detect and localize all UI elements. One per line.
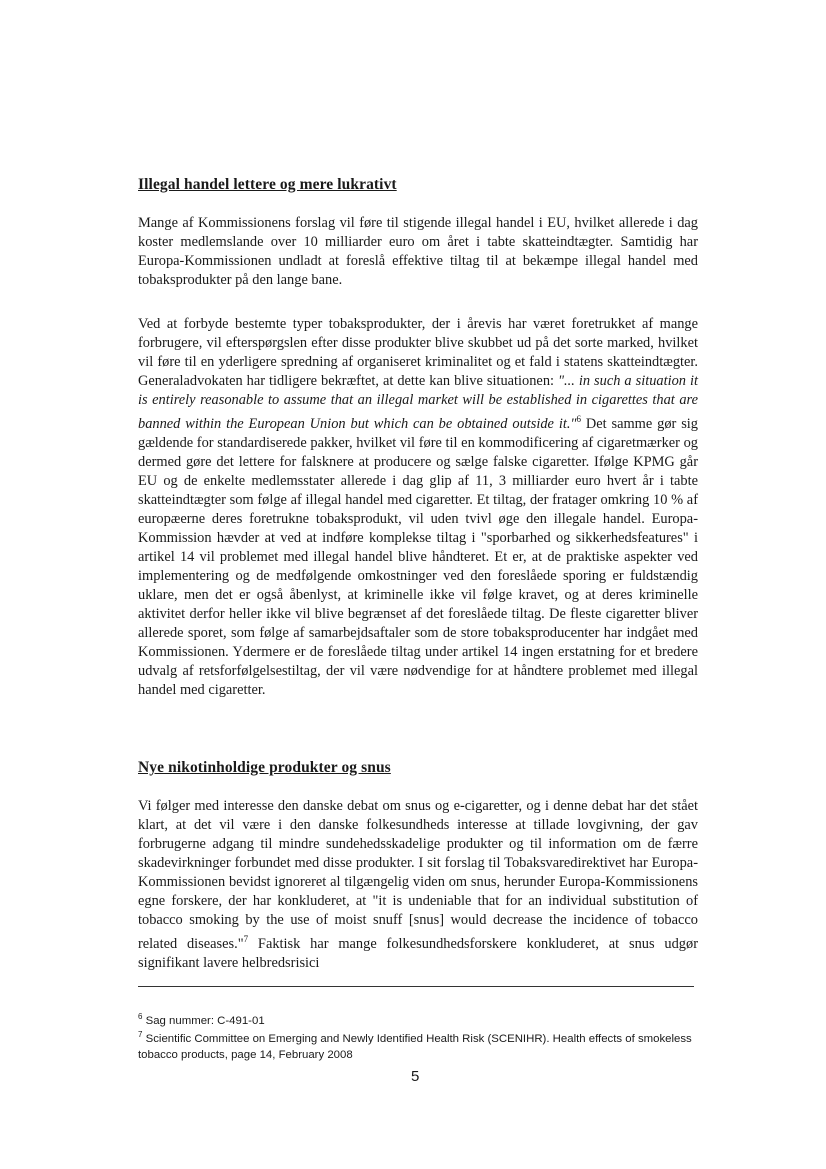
page-number: 5 [411,1068,420,1085]
section-heading-nicotine-products: Nye nikotinholdige produkter og snus [138,759,391,776]
footnote-6 [138,1009,698,1029]
paragraph-text-before-quote: Ved at forbyde bestemte typer tobaksprodukter, der i årevis har været foretrukket af mange forbrugere, vil efterspørgslen efter disse produkter blive skubbet ud på det sorte marked, hvilket vil føre til en yderligere spredning af organiseret kriminalitet og et fald i statens skatteindtægter. Generaladvokaten har tidligere bekræftet, at dette kan blive situationen: [138,316,698,389]
footnote-6-text: Sag nummer: C-491-01 [145,1014,265,1027]
paragraph-illegal-trade-body [138,315,698,700]
paragraph-snus-text: Vi følger med interesse den danske debat om snus og e-cigaretter, og i denne debat har det stået klart, at det vil være i den danske folkesundheds interesse at tillade lovgivning, der gav forbrugerne adgang til mindre sundehedsskadelige produkter og til information om de færre skadevirkninger forbundet med disse produkter. I sit forslag til Tobaksvaredirektivet har Europa-Kommissionen bevidst ignoreret al tilgængelig viden om snus, herunder Europa-Kommissionens egne forskere, der har konkluderet, at "it is undeniable that for an individual substitution of tobacco smoking by the use of moist snuff [snus] would decrease the incidence of tobacco related diseases." [138,798,698,952]
footnote-7-text: Scientific Committee on Emerging and Newly Identified Health Risk (SCENIHR). Health effects of smokeless tobacco products, page 14, February 2008 [138,1032,692,1061]
paragraph-text-after-quote: Det samme gør sig gældende for standardiserede pakker, hvilket vil føre til en kommodificering af cigaretmærker og dermed gøre det lettere for falsknere at producere og sælge falske cigaretter. Ifølge KPMG går EU og de enkelte medlemsstater allerede i dag glip af 11, 3 milliarder euro hvert år i tabte skatteindtægter som følge af illegal handel med cigaretter. Et tiltag, der fratager omkring 10 % af europæerne deres foretrukne tobaksprodukt, vil uden tvivl øge den illegale handel. Europa-Kommission hævder at ved at indføre komplekse tiltag i "sporbarhed og sikkerhedsfeatures" i artikel 14 vil problemet med illegal handel blive håndteret. Et er, at de praktiske aspekter ved implementering og de medfølgende omkostninger ved den foreslåede sporing er fuldstændig uklare, men det er også åbenlyst, at kriminelle ikke vil følge kravet, og at deres kriminelle aktivitet derfor heller ikke vil blive begrænset af det foreslåede tiltag. De fleste cigaretter bliver allerede sporet, som følge af samarbejdsaftaler som de store tobaksproducenter har indgået med Kommissionen. Ydermere er de foreslåede tiltag under artikel 14 ingen erstatning for et bredere udvalg af retsforfølgelsestiltag, der vil være nødvendige for at håndtere problemet med illegal handel med cigaretter. [138,415,698,698]
document-page [138,0,698,1169]
footnote-ref-6: 6 [576,414,581,424]
footnote-7 [138,1027,698,1063]
paragraph-snus [138,797,698,973]
paragraph-illegal-trade-intro: Mange af Kommissionens forslag vil føre til stigende illegal handel i EU, hvilket allerede i dag koster medlemslande over 10 milliarder euro om året i tabte skatteindtægter. Samtidig har Europa-Kommissionen undladt at foreslå effektive tiltag til at bekæmpe illegal handel med tobaksprodukter på den lange bane. [138,215,698,288]
section-heading-illegal-trade: Illegal handel lettere og mere lukrativt [138,176,397,193]
footnote-6-number: 6 [138,1012,143,1021]
footnote-7-number: 7 [138,1030,143,1039]
footnote-ref-7: 7 [243,934,249,944]
paragraph-snus-end: Faktisk har mange folkesundhedsforskere konkluderet, at snus udgør signifikant lavere helbredsrisici [138,935,698,971]
footnote-divider [138,986,694,987]
advocate-general-quote: "... in such a situation it is entirely reasonable to assume that an illegal market will be established in cigarettes that are banned within the European Union but which can be obtained outside it." [138,373,698,432]
